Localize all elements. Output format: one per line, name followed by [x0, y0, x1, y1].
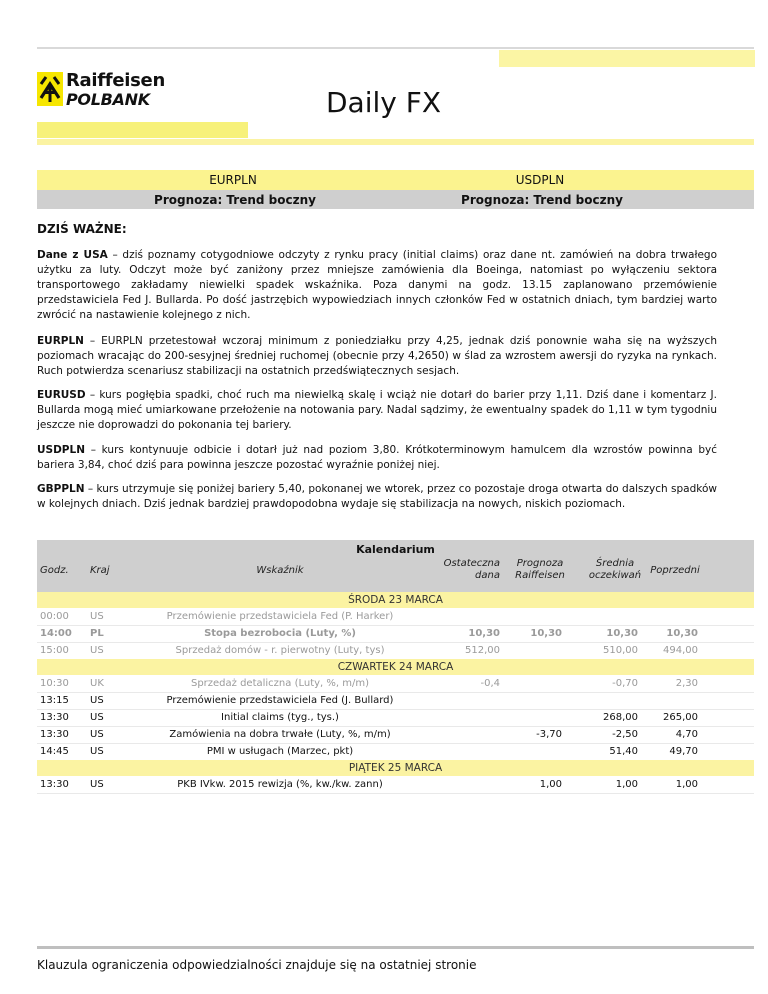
cell-raiffeisen: 10,30 — [530, 628, 562, 639]
col-header-final: Ostateczna dana — [443, 558, 500, 581]
cell-indicator: Stopa bezrobocia (Luty, %) — [204, 628, 356, 639]
cell-time: 14:45 — [40, 746, 69, 757]
cell-consensus: 10,30 — [606, 628, 638, 639]
cell-time: 15:00 — [40, 645, 69, 656]
pair-name-band — [37, 170, 754, 190]
col-header-time: Godz. — [40, 565, 69, 576]
section-label: EURPLN — [37, 335, 84, 347]
cell-raiffeisen: -3,70 — [536, 729, 562, 740]
cell-country: PL — [90, 628, 104, 639]
col-header-raiffeisen: Prognoza Raiffeisen — [515, 558, 565, 581]
gable-cross-icon — [37, 72, 63, 106]
cell-consensus: 510,00 — [603, 645, 638, 656]
header-accent-bar — [499, 50, 755, 67]
footer-rule — [37, 946, 754, 949]
section-label: EURUSD — [37, 389, 86, 401]
cell-indicator: Sprzedaż domów - r. pierwotny (Luty, tys) — [175, 645, 385, 656]
section-gbppln — [37, 482, 717, 512]
section-text: – EURPLN przetestował wczoraj minimum z poniedziałku przy 4,25, jednak dziś ponownie waha się na wyższych poziomach wracając do 200-sesyjnej średniej ruchomej (obecnie przy 4,2650) w ślad za wzrostem awersji do ryzyka na rynkach. Ruch potwierdza scenariusz stabilizacji na ostatnich przedświątecznych sesjach. — [37, 335, 717, 377]
pair-name-eurpln: EURPLN — [209, 173, 257, 187]
cell-indicator: Initial claims (tyg., tys.) — [221, 712, 339, 723]
cell-country: US — [90, 712, 104, 723]
cell-consensus: 51,40 — [609, 746, 638, 757]
section-text: – kurs kontynuuje odbicie i dotarł już nad poziom 3,80. Krótkoterminowym hamulcem dla wzrostów powinna być bariera 3,84, choć dziś para powinna jeszcze pozostać wyraźnie poniżej niej. — [37, 444, 717, 471]
cell-indicator: Zamówienia na dobra trwałe (Luty, %, m/m) — [169, 729, 391, 740]
logo-text-polbank: POLBANK — [66, 90, 150, 109]
cell-country: UK — [90, 678, 104, 689]
section-eurpln — [37, 334, 717, 379]
day-label: PIĄTEK 25 MARCA — [348, 762, 443, 774]
day-label: ŚRODA 23 MARCA — [348, 594, 443, 606]
row-separator — [37, 642, 754, 643]
cell-final: 512,00 — [465, 645, 500, 656]
cell-final: 10,30 — [468, 628, 500, 639]
cell-country: US — [90, 779, 104, 790]
section-usdpln — [37, 443, 717, 473]
cell-previous: 49,70 — [669, 746, 698, 757]
page-title: Daily FX — [326, 86, 442, 119]
cell-previous: 4,70 — [675, 729, 698, 740]
calendar-title: Kalendarium — [356, 543, 435, 556]
col-header-previous: Poprzedni — [650, 565, 700, 576]
cell-previous: 10,30 — [666, 628, 698, 639]
section-usa — [37, 248, 717, 323]
cell-time: 00:00 — [40, 611, 69, 622]
logo-text-raiffeisen: Raiffeisen — [66, 70, 165, 91]
row-separator — [37, 726, 754, 727]
col-header-consensus: Średnia oczekiwań — [588, 558, 642, 581]
section-label: GBPPLN — [37, 483, 85, 495]
cell-indicator: Sprzedaż detaliczna (Luty, %, m/m) — [190, 678, 370, 689]
cell-indicator: PKB IVkw. 2015 rewizja (%, kw./kw. zann) — [177, 779, 383, 790]
cell-indicator: Przemówienie przedstawiciela Fed (J. Bullard) — [166, 695, 394, 706]
cell-consensus: 1,00 — [615, 779, 638, 790]
section-label: USDPLN — [37, 444, 85, 456]
cell-time: 13:30 — [40, 729, 69, 740]
cell-final: -0,4 — [480, 678, 500, 689]
footer-disclaimer: Klauzula ograniczenia odpowiedzialności znajduje się na ostatniej stronie — [37, 958, 477, 972]
section-text: – kurs utrzymuje się poniżej bariery 5,40, pokonanej we wtorek, przez co pozostaje droga otwarta do dalszych spadków w kolejnych dniach. Dziś jednak bardziej prawdopodobna wydaje się stabilizacja na nowych, niskich poziomach. — [37, 483, 717, 510]
cell-consensus: -0,70 — [612, 678, 638, 689]
title-accent-bar — [37, 122, 248, 138]
cell-time: 13:30 — [40, 712, 69, 723]
row-separator — [37, 709, 754, 710]
cell-time: 13:15 — [40, 695, 69, 706]
cell-time: 10:30 — [40, 678, 69, 689]
col-header-indicator: Wskaźnik — [256, 565, 304, 576]
row-separator — [37, 692, 754, 693]
cell-consensus: -2,50 — [612, 729, 638, 740]
cell-indicator: PMI w usługach (Marzec, pkt) — [206, 746, 354, 757]
header-rule — [37, 47, 754, 49]
pair-name-usdpln: USDPLN — [515, 173, 565, 187]
pair-forecast-usdpln: Prognoza: Trend boczny — [461, 193, 623, 207]
cell-country: US — [90, 729, 104, 740]
cell-previous: 265,00 — [663, 712, 698, 723]
cell-country: US — [90, 746, 104, 757]
section-text: – kurs pogłębia spadki, choć ruch ma niewielką skalę i wciąż nie dotarł do barier przy 1,11. Dziś dane i komentarz J. Bullarda mogą mieć umiarkowane przełożenie na notowania pary. Nadal sądzimy, że ewentualny spadek do 1,11 w tym tygodniu jeszcze nie doprowadzi do pokonania tej bariery. — [37, 389, 717, 431]
row-separator — [37, 793, 754, 794]
row-separator — [37, 743, 754, 744]
cell-previous: 1,00 — [675, 779, 698, 790]
title-accent-strip — [37, 139, 754, 145]
cell-time: 14:00 — [40, 628, 72, 639]
col-header-country: Kraj — [90, 565, 110, 576]
section-label: Dane z USA — [37, 249, 108, 261]
row-separator — [37, 625, 754, 626]
cell-indicator: Przemówienie przedstawiciela Fed (P. Harker) — [166, 611, 394, 622]
cell-consensus: 268,00 — [603, 712, 638, 723]
cell-previous: 494,00 — [663, 645, 698, 656]
cell-country: US — [90, 611, 104, 622]
today-heading: DZIŚ WAŻNE: — [37, 222, 127, 236]
cell-country: US — [90, 695, 104, 706]
cell-raiffeisen: 1,00 — [539, 779, 562, 790]
cell-previous: 2,30 — [675, 678, 698, 689]
section-text: – dziś poznamy cotygodniowe odczyty z rynku pracy (initial claims) oraz dane nt. zamówień na dobra trwałego użytku za luty. Odczyt może być zaniżony przez mniejsze zamówienia dla Boeinga, natomiast po wyłączeniu sektora transportowego zakładamy niewielki spadek wskaźnika. Poza danymi na godz. 13.15 zaplanowano przemówienie przedstawiciela Fed J. Bullarda. Po dość jastrzębich wypowiedziach innych członków Fed w ostatnich dniach, tym bardziej warto zwrócić na nastawienie kolejnego z nich. — [37, 249, 717, 321]
cell-time: 13:30 — [40, 779, 69, 790]
day-label: CZWARTEK 24 MARCA — [337, 661, 454, 673]
section-eurusd — [37, 388, 717, 433]
pair-forecast-eurpln: Prognoza: Trend boczny — [154, 193, 316, 207]
cell-country: US — [90, 645, 104, 656]
